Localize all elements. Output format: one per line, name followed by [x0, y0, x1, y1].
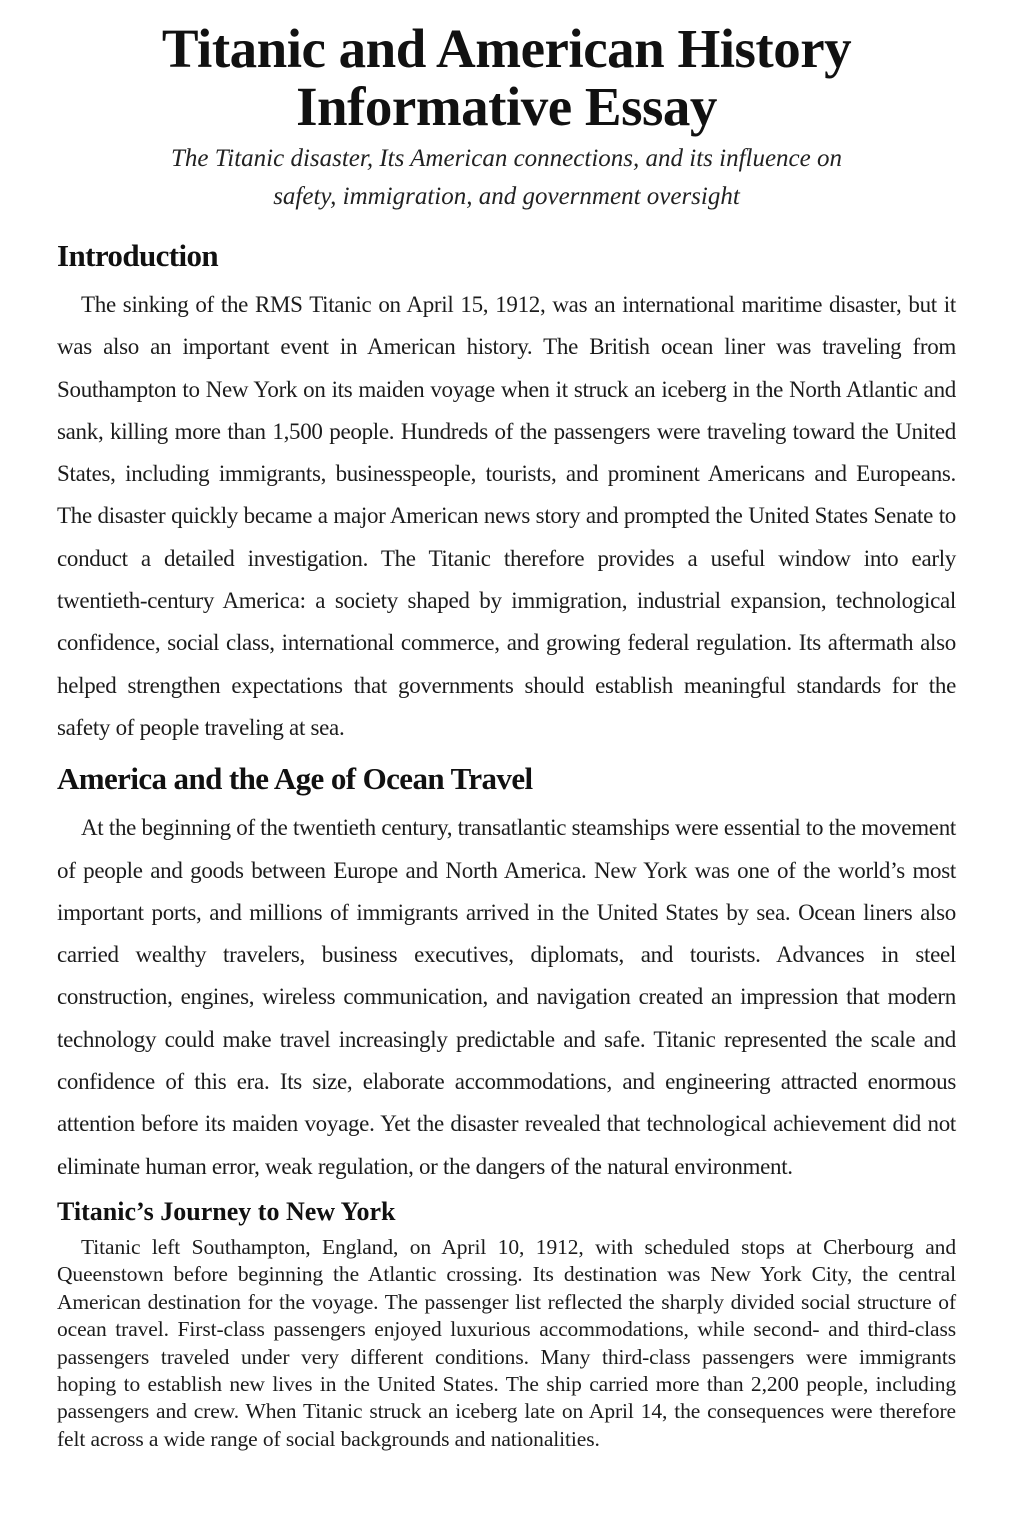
section-heading-introduction: Introduction — [57, 238, 219, 273]
essay-title: Titanic and American History Informative Essay — [161, 18, 852, 137]
section-paragraph-introduction: The sinking of the RMS Titanic on April 15, 1912, was an international maritime disaster, but it was also an important event in American history. The British ocean liner was traveling from Southampton to New York on its maiden voyage when it struck an iceberg in the North Atlantic and sank, killing more than 1,500 people. Hundreds of the passengers were traveling toward the United States, including immigrants, businesspeople, tourists, and prominent Americans and Europeans. The disaster quickly became a major American news story and prompted the United States Senate to conduct a detailed investigation. The Titanic therefore provides a useful window into early twentieth-century America: a society shaped by immigration, industrial expansion, technological confidence, social class, international commerce, and growing federal regulation. Its aftermath also helped strengthen expectations that governments should establish meaningful standards for the safety of people traveling at sea. — [57, 292, 956, 740]
section-paragraph-ocean-travel: At the beginning of the twentieth century, transatlantic steamships were essential to the movement of people and goods between Europe and North America. New York was one of the world’s most important ports, and millions of immigrants arrived in the United States by sea. Ocean liners also carried wealthy travelers, business executives, diplomats, and tourists. Advances in steel construction, engines, wireless communication, and navigation created an impression that modern technology could make travel increasingly predictable and safe. Titanic represented the scale and confidence of this era. Its size, elaborate accommodations, and engineering attracted enormous attention before its maiden voyage. Yet the disaster revealed that technological achievement did not eliminate human error, weak regulation, or the dangers of the natural environment. — [57, 815, 956, 1179]
section-paragraph-journey: Titanic left Southampton, England, on April 10, 1912, with scheduled stops at Cherbourg and Queenstown before beginning the Atlantic crossing. Its destination was New York City, the central American destination for the voyage. The passenger list reflected the sharply divided social structure of ocean travel. First-class passengers enjoyed luxurious accommodations, while second- and third-class passengers traveled under very different conditions. Many third-class passengers were immigrants hoping to establish new lives in the United States. The ship carried more than 2,200 people, including passengers and crew. When Titanic struck an iceberg late on April 14, the consequences were therefore felt across a wide range of social backgrounds and nationalities. — [57, 1234, 956, 1451]
essay-subtitle: The Titanic disaster, Its American connections, and its influence on safety, immigration, and government oversight — [170, 145, 842, 210]
section-heading-ocean-travel: America and the Age of Ocean Travel — [57, 761, 533, 797]
section-heading-journey: Titanic’s Journey to New York — [57, 1196, 396, 1226]
